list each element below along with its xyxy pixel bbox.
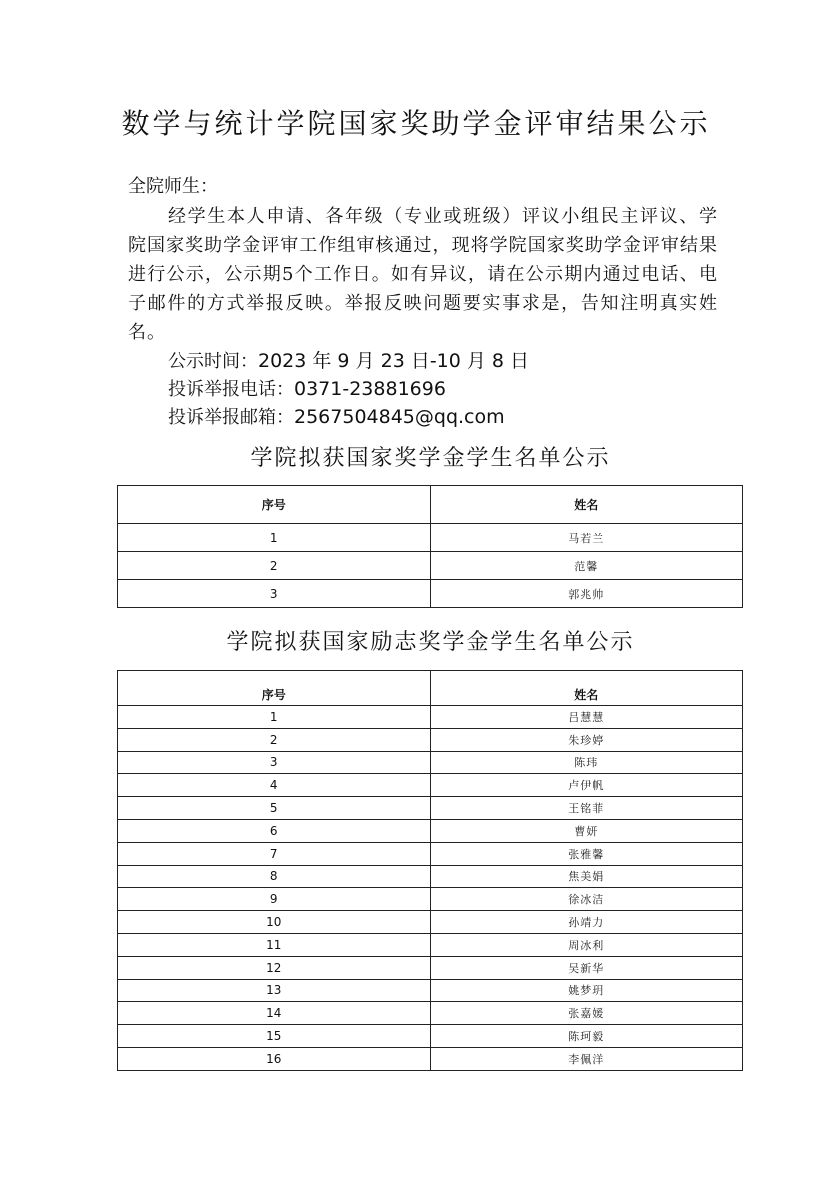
inspirational-scholarship-table — [117, 670, 743, 1071]
index-cell: 5 — [118, 797, 431, 820]
index-cell: 16 — [118, 1047, 431, 1070]
index-cell: 8 — [118, 865, 431, 888]
table-row — [118, 865, 743, 888]
index-cell: 1 — [118, 706, 431, 729]
table-row — [118, 819, 743, 842]
table-row — [118, 888, 743, 911]
table-row — [118, 728, 743, 751]
table-body — [118, 524, 743, 608]
index-cell: 9 — [118, 888, 431, 911]
table-row — [118, 774, 743, 797]
name-cell: 孙靖力 — [430, 911, 743, 934]
name-cell: 张嘉媛 — [430, 1002, 743, 1025]
name-cell: 徐冰洁 — [430, 888, 743, 911]
index-cell: 14 — [118, 1002, 431, 1025]
greeting: 全院师生： — [128, 176, 218, 197]
table-row — [118, 956, 743, 979]
notice-body — [128, 172, 718, 431]
table-body — [118, 706, 743, 1071]
page-title: 数学与统计学院国家奖助学金评审结果公示 — [121, 107, 711, 140]
table-row — [118, 933, 743, 956]
index-cell: 7 — [118, 842, 431, 865]
name-cell: 曹妍 — [430, 819, 743, 842]
name-cell: 陈珂毅 — [430, 1025, 743, 1048]
table-header-row — [118, 671, 743, 706]
index-cell: 15 — [118, 1025, 431, 1048]
name-cell: 吕慧慧 — [430, 706, 743, 729]
info-value: 2023 年 9 月 23 日-10 月 8 日 — [258, 350, 530, 372]
national-scholarship-table — [117, 485, 743, 608]
index-cell: 10 — [118, 911, 431, 934]
index-cell: 6 — [118, 819, 431, 842]
table-row — [118, 979, 743, 1002]
table-row — [118, 797, 743, 820]
column-header-name: 姓名 — [430, 486, 743, 524]
column-header-index: 序号 — [118, 486, 431, 524]
name-cell: 郭兆帅 — [430, 580, 743, 608]
name-cell: 李佩洋 — [430, 1047, 743, 1070]
index-cell: 2 — [118, 552, 431, 580]
column-header-index: 序号 — [118, 671, 431, 706]
name-cell: 陈玮 — [430, 751, 743, 774]
info-email — [128, 403, 718, 431]
index-cell: 1 — [118, 524, 431, 552]
table-row — [118, 1047, 743, 1070]
name-cell: 周冰利 — [430, 933, 743, 956]
index-cell: 3 — [118, 751, 431, 774]
info-label: 公示时间： — [168, 351, 258, 372]
table-row — [118, 1002, 743, 1025]
info-publicity-time — [128, 347, 718, 375]
name-cell: 朱珍婷 — [430, 728, 743, 751]
table-row — [118, 580, 743, 608]
name-cell: 卢伊帆 — [430, 774, 743, 797]
index-cell: 2 — [118, 728, 431, 751]
index-cell: 13 — [118, 979, 431, 1002]
index-cell: 3 — [118, 580, 431, 608]
name-cell: 马若兰 — [430, 524, 743, 552]
info-value: 0371-23881696 — [294, 378, 446, 400]
section-title-national-scholarship: 学院拟获国家奖学金学生名单公示 — [250, 446, 611, 471]
table-row — [118, 706, 743, 729]
table-row — [118, 911, 743, 934]
notice-paragraph: 经学生本人申请、各年级（专业或班级）评议小组民主评议、学院国家奖助学金评审工作组审核通过，现将学院国家奖助学金评审结果进行公示，公示期5个工作日。如有异议，请在公示期内通过电话、电子邮件的方式举报反映。举报反映问题要实事求是，告知注明真实姓名。 — [128, 206, 718, 343]
info-label: 投诉举报邮箱： — [168, 407, 294, 428]
table-row — [118, 552, 743, 580]
name-cell: 吴新华 — [430, 956, 743, 979]
name-cell: 张雅馨 — [430, 842, 743, 865]
table-row — [118, 524, 743, 552]
name-cell: 姚梦玥 — [430, 979, 743, 1002]
table-row — [118, 842, 743, 865]
column-header-name: 姓名 — [430, 671, 743, 706]
table-header-row — [118, 486, 743, 524]
name-cell: 王铭菲 — [430, 797, 743, 820]
index-cell: 4 — [118, 774, 431, 797]
info-label: 投诉举报电话： — [168, 379, 294, 400]
info-value: 2567504845@qq.com — [294, 406, 505, 428]
name-cell: 范馨 — [430, 552, 743, 580]
table-row — [118, 751, 743, 774]
info-phone — [128, 375, 718, 403]
index-cell: 12 — [118, 956, 431, 979]
table-row — [118, 1025, 743, 1048]
index-cell: 11 — [118, 933, 431, 956]
name-cell: 焦美娟 — [430, 865, 743, 888]
section-title-inspirational-scholarship: 学院拟获国家励志奖学金学生名单公示 — [226, 630, 635, 655]
